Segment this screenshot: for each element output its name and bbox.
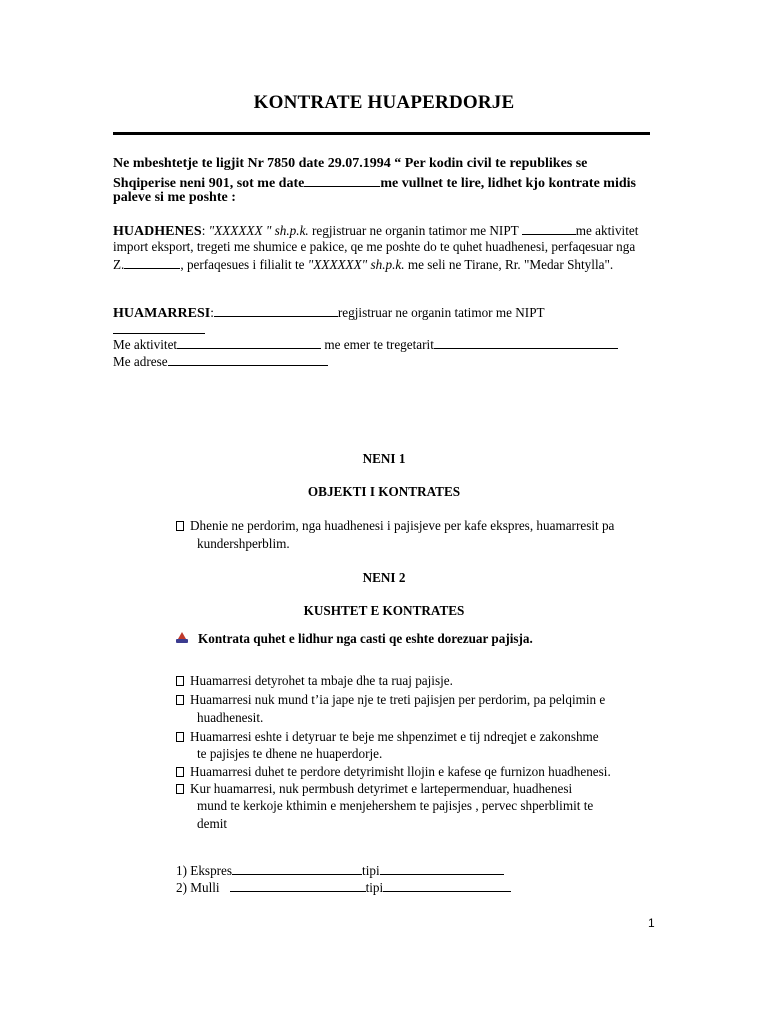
activity-blank	[177, 336, 321, 349]
neni-1-bullet-1-text: Dhenie ne perdorim, nga huadhenesi i pajisjeve per kafe ekspres, huamarresit pa	[190, 518, 615, 533]
item-value-blank	[232, 862, 362, 875]
neni-2-bullet-2-text: Huamarresi nuk mund t’ia jape nje te treti pajisjen per perdorim, pa pelqimin e	[190, 692, 606, 707]
item-line-mulli	[176, 879, 511, 896]
intro-line-2-text-a: Shqiperise neni 901, sot me date	[113, 176, 305, 191]
huadhenes-label: HUADHENES	[113, 224, 202, 239]
huamarresi-line-4	[113, 353, 328, 370]
huadhenes-nipt-blank	[522, 222, 576, 235]
neni-1-bullet-1	[176, 518, 614, 534]
checkbox-bullet-icon	[176, 521, 184, 531]
intro-line-3: paleve si me poshte :	[113, 190, 236, 205]
neni-2-bullet-4	[176, 764, 611, 780]
huamarresi-colon: :	[210, 305, 214, 320]
neni-1-subheading: OBJEKTI I KONTRATES	[307, 484, 461, 499]
trader-name-label: me emer te tregetarit	[321, 337, 434, 352]
address-label: Me adrese	[113, 354, 168, 369]
neni-2-bullet-4-text: Huamarresi duhet te perdore detyrimisht llojin e kafese qe furnizon huadhenesi.	[190, 764, 611, 779]
representative-blank	[124, 256, 180, 269]
activity-label: Me aktivitet	[113, 337, 178, 352]
huamarresi-line-1-rest: regjistruar ne organin tatimor me NIPT	[337, 305, 545, 320]
neni-2-bullet-1-text: Huamarresi detyrohet ta mbaje dhe ta ruaj pajisje.	[190, 673, 453, 688]
huadhenes-line-3-company: "XXXXXX" sh.p.k.	[307, 257, 405, 272]
checkbox-bullet-icon	[176, 767, 184, 777]
neni-2-bullet-3	[176, 729, 599, 745]
address-blank	[168, 353, 328, 366]
huadhenes-company: "XXXXXX " sh.p.k.	[208, 223, 309, 238]
huadhenes-colon: :	[201, 223, 209, 238]
huamarresi-line-3	[113, 336, 618, 353]
huamarresi-label: HUAMARRESI	[113, 306, 211, 321]
huadhenes-z-label: Z.	[113, 257, 125, 272]
neni-2-bullet-2-line-2: huadhenesit.	[197, 710, 264, 725]
checkbox-bullet-icon	[176, 695, 184, 705]
huadhenes-line-3	[113, 256, 613, 273]
huadhenes-line-1-rest: regjistruar ne organin tatimor me NIPT	[308, 223, 522, 238]
item-line-ekspres	[176, 862, 504, 879]
item-type-blank	[380, 862, 504, 875]
neni-2-bullet-5	[176, 781, 572, 797]
huadhenes-line-3-text-c: me seli ne Tirane, Rr. "Medar Shtylla".	[404, 257, 614, 272]
neni-1-bullet-1-line-2: kundershperblim.	[197, 536, 290, 551]
trader-name-blank	[434, 336, 618, 349]
neni-1-heading: NENI 1	[362, 451, 406, 466]
intro-line-2-text-b: me vullnet te lire, lidhet kjo kontrate midis	[380, 176, 636, 191]
huadhenes-line-1	[113, 222, 638, 240]
date-blank	[304, 174, 380, 187]
document-title: KONTRATE HUAPERDORJE	[253, 92, 515, 113]
page-number: 1	[648, 916, 655, 930]
huamarresi-nipt-blank	[113, 321, 205, 334]
item-label: 2) Mulli	[176, 880, 220, 895]
item-type-blank	[383, 879, 511, 892]
neni-2-lead	[176, 631, 533, 647]
item-tipi-label: tipi	[362, 863, 380, 878]
item-tipi-label: tipi	[365, 880, 384, 895]
huamarresi-name-blank	[214, 304, 338, 317]
title-divider	[113, 132, 650, 135]
checkbox-bullet-icon	[176, 784, 184, 794]
neni-2-bullet-2	[176, 692, 605, 708]
neni-2-bullet-3-line-2: te pajisjes te dhene ne huaperdorje.	[197, 746, 383, 761]
huadhenes-line-3-text-b: , perfaqesues i filialit te	[180, 257, 308, 272]
checkbox-bullet-icon	[176, 676, 184, 686]
huadhenes-line-2: import eksport, tregeti me shumice e pakice, qe me poshte do te quhet huadhenesi, perfaqesuar nga	[113, 239, 636, 254]
huamarresi-line-1	[113, 304, 545, 322]
neni-2-subheading: KUSHTET E KONTRATES	[303, 603, 465, 618]
intro-line-1: Ne mbeshtetje te ligjit Nr 7850 date 29.07.1994 “ Per kodin civil te republikes se	[113, 156, 588, 171]
neni-2-bullet-3-text: Huamarresi eshte i detyruar te beje me shpenzimet e tij ndreqjet e zakonshme	[190, 729, 599, 744]
checkbox-bullet-icon	[176, 732, 184, 742]
arrow-bullet-icon	[176, 632, 190, 644]
neni-2-bullet-5-text: Kur huamarresi, nuk permbush detyrimet e lartepermenduar, huadhenesi	[190, 781, 573, 796]
item-value-blank	[230, 879, 366, 892]
huadhenes-line-1-end: me aktivitet	[575, 223, 639, 238]
item-label: 1) Ekspres	[176, 863, 233, 878]
neni-2-bullet-5-line-3: demit	[197, 816, 228, 831]
neni-2-bullet-5-line-2: mund te kerkoje kthimin e menjehershem te pajisjes , pervec shperblimit te	[197, 798, 594, 813]
neni-2-bullet-1	[176, 673, 453, 689]
neni-2-lead-text: Kontrata quhet e lidhur nga casti qe eshte dorezuar pajisja.	[198, 631, 533, 646]
neni-2-heading: NENI 2	[362, 570, 406, 585]
